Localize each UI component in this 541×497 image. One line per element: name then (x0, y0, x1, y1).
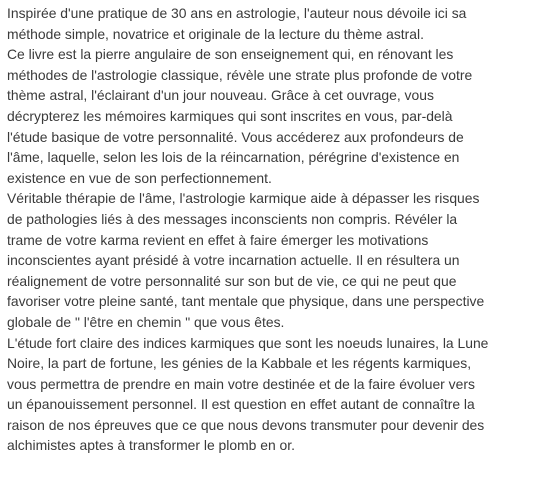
text-line: L'étude fort claire des indices karmiques que sont les noeuds lunaires, la Lune (7, 334, 489, 351)
text-line: raison de nos épreuves que ce que nous devons transmuter pour devenir des (7, 416, 485, 433)
paragraph-therapy (7, 188, 537, 332)
text-line: Véritable thérapie de l'âme, l'astrologie karmique aide à dépasser les risques (7, 190, 480, 207)
text-line: favoriser votre pleine santé, tant mentale que physique, dans une perspective (7, 293, 485, 310)
text-line: Inspirée d'une pratique de 30 ans en astrologie, l'auteur nous dévoile ici sa (7, 5, 467, 21)
text-line: trame de votre karma revient en effet à faire émerger les motivations (7, 231, 429, 248)
text-line: globale de " l'être en chemin " que vous êtes. (7, 313, 285, 330)
text-line: vous permettra de prendre en main votre destinée et de la faire évoluer vers (7, 375, 475, 392)
text-line: de pathologies liés à des messages inconscients non compris. Révéler la (7, 210, 458, 227)
text-line: méthode simple, novatrice et originale de la lecture du thème astral. (7, 25, 424, 42)
text-line: réalignement de votre personnalité sur son but de vie, ce qui ne peut que (7, 272, 457, 289)
text-line: thème astral, l'éclairant d'un jour nouveau. Grâce à cet ouvrage, vous (7, 87, 434, 104)
text-line: alchimistes aptes à transformer le plomb en or. (7, 437, 295, 454)
paragraph-study (7, 333, 537, 457)
text-line: un épanouissement personnel. Il est question en effet autant de connaître la (7, 396, 475, 413)
text-line: Noire, la part de fortune, les génies de la Kabbale et les régents karmiques, (7, 355, 472, 372)
text-line: décrypterez les mémoires karmiques qui sont inscrites en vous, par-delà (7, 107, 453, 124)
text-line: méthodes de l'astrologie classique, révèle une strate plus profonde de votre (7, 66, 473, 83)
text-line: l'étude basique de votre personnalité. Vous accéderez aux profondeurs de (7, 128, 464, 145)
text-line: existence en vue de son perfectionnement. (7, 169, 272, 186)
paragraph-cornerstone (7, 44, 537, 188)
text-line: inconscientes ayant présidé à votre incarnation actuelle. Il en résultera un (7, 252, 460, 269)
paragraph-intro (7, 3, 537, 44)
text-line: l'âme, laquelle, selon les lois de la réincarnation, pérégrine d'existence en (7, 149, 460, 166)
text-line: Ce livre est la pierre angulaire de son enseignement qui, en rénovant les (7, 46, 454, 63)
